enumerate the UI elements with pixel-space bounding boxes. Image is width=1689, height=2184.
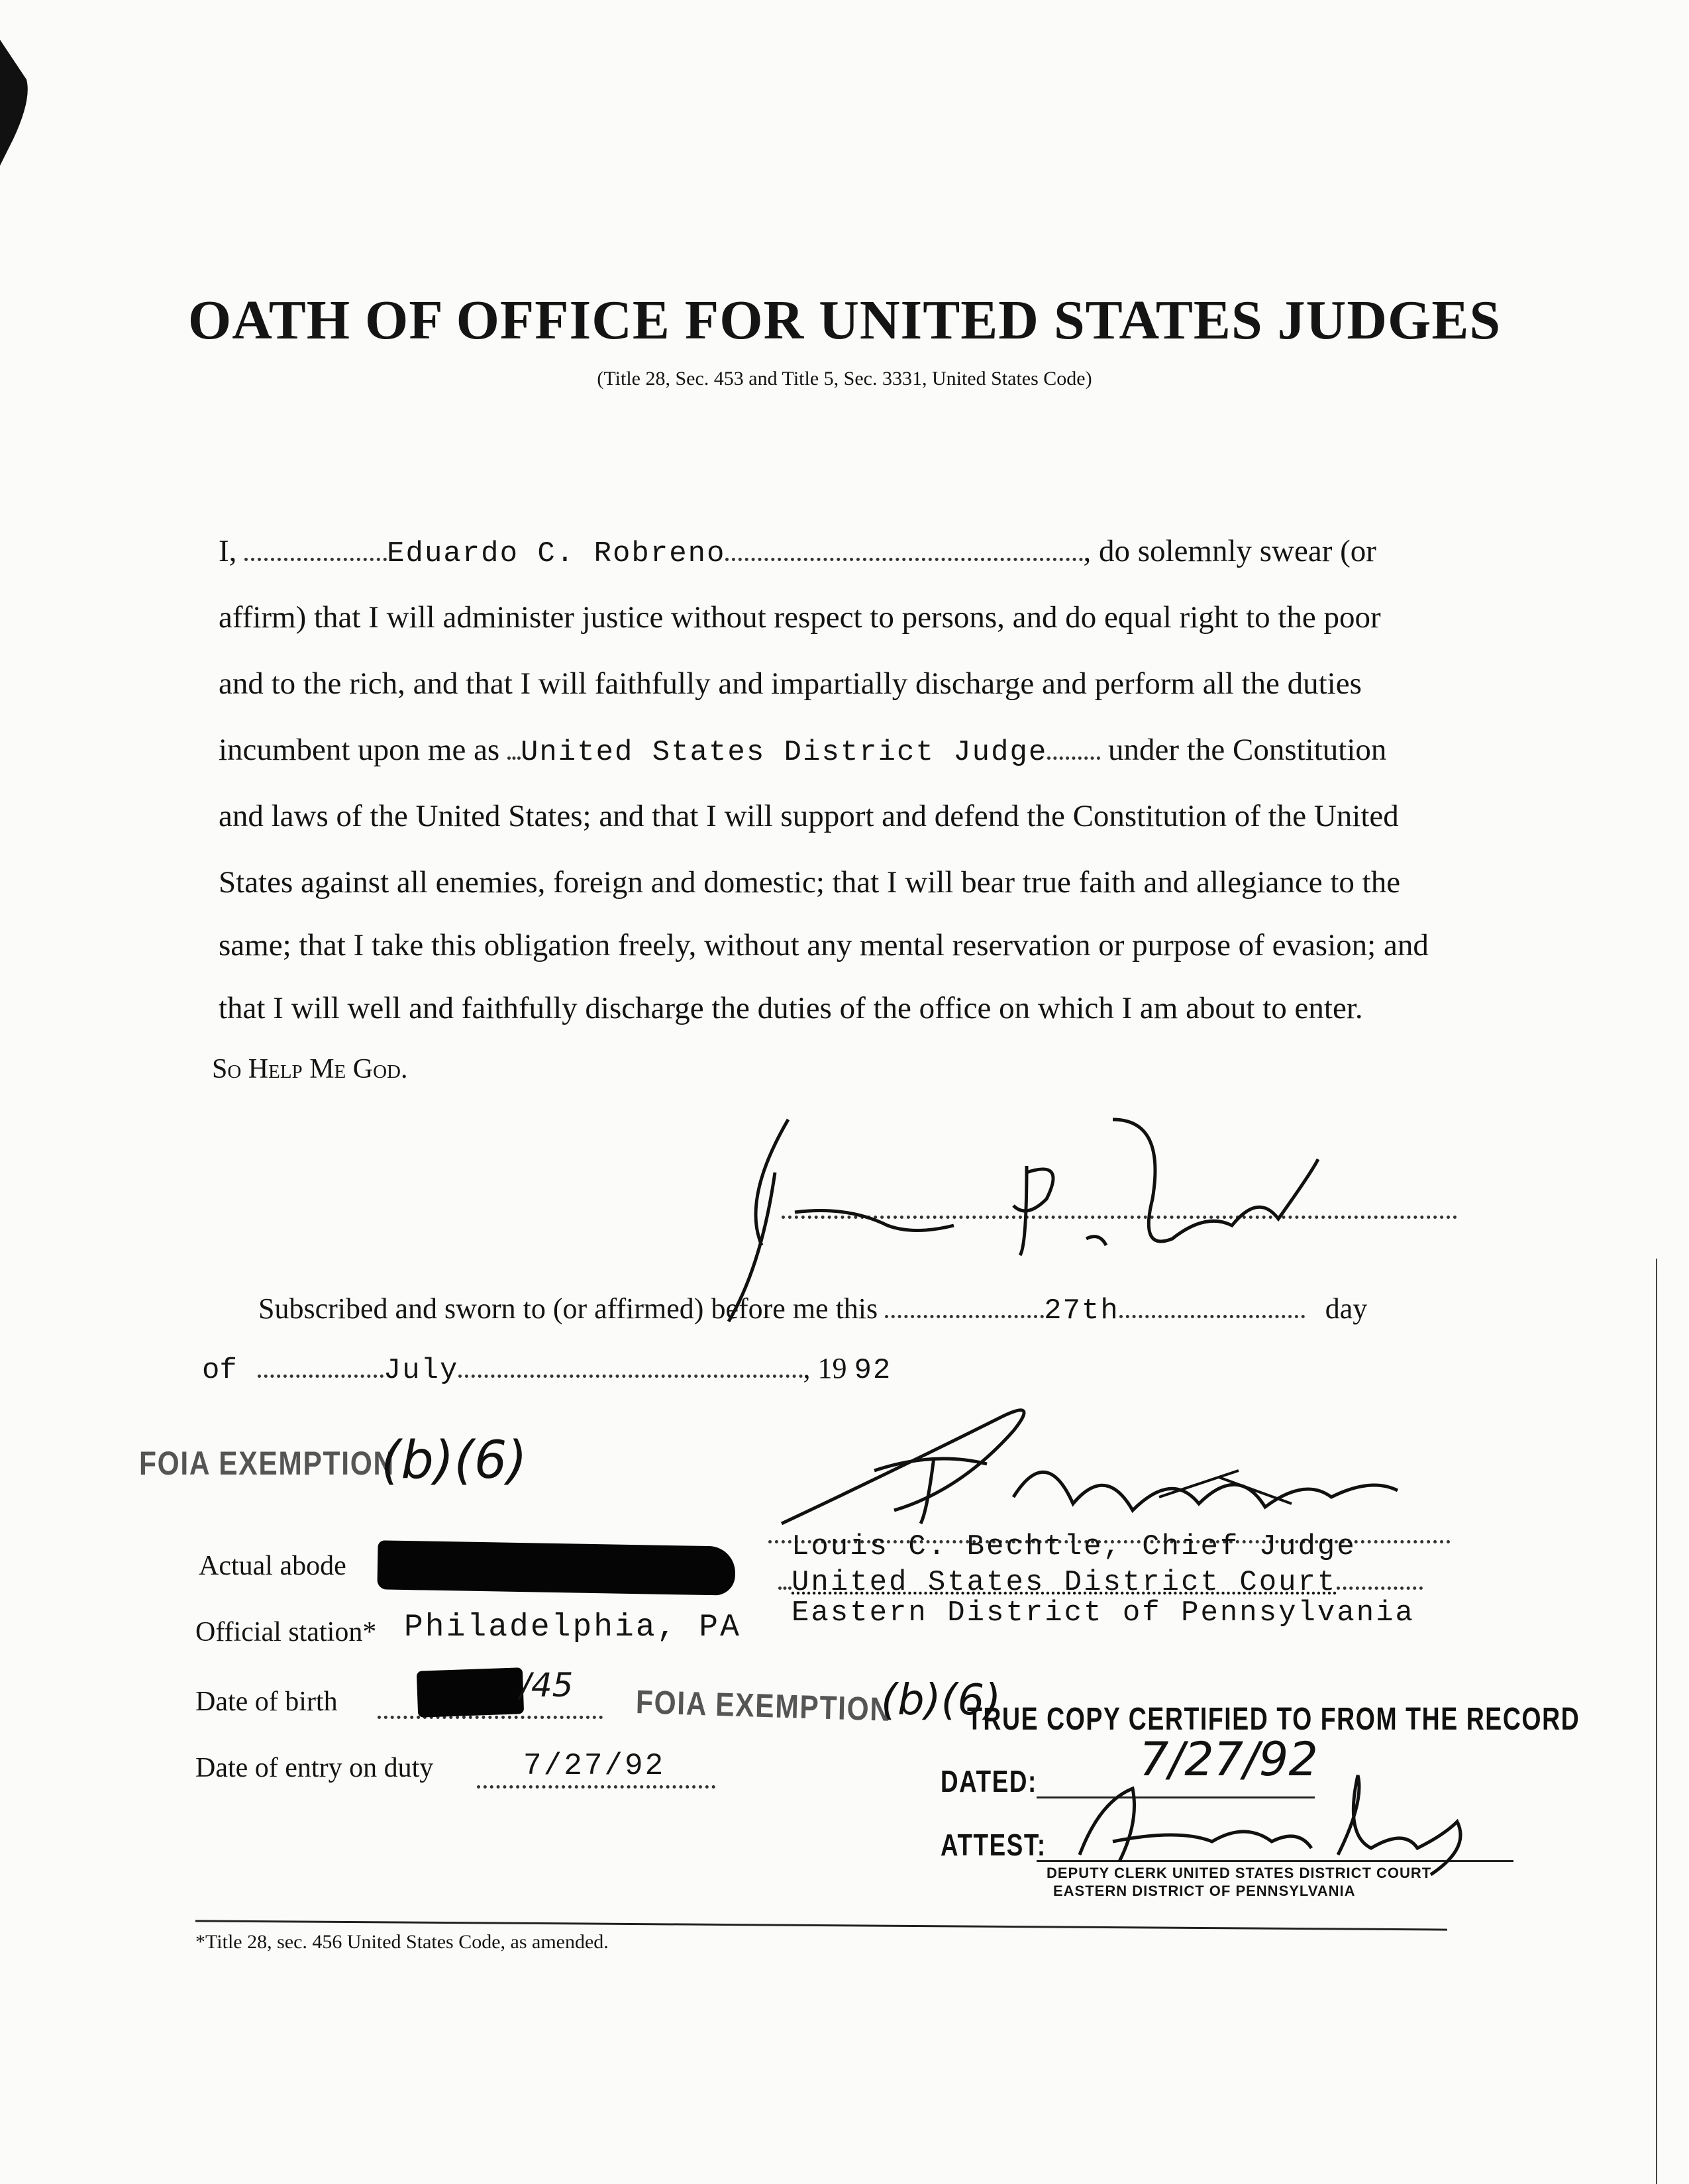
- month-dots-right: [458, 1375, 803, 1378]
- officer-district: Eastern District of Pennsylvania: [792, 1596, 1415, 1630]
- dated-label: DATED:: [941, 1764, 1037, 1798]
- oath-line-8: that I will well and faithfully discharge the duties of the office on which I am about to enter.: [219, 991, 1363, 1025]
- office-dots-left: [507, 756, 521, 760]
- day-dots-right: [1119, 1315, 1305, 1318]
- sworn-day-label: day: [1325, 1292, 1368, 1325]
- foia-stamp-1-label: FOIA EXEMPTION: [139, 1445, 395, 1482]
- clerk-signature: [1060, 1749, 1484, 1881]
- sworn-of: of: [202, 1354, 237, 1387]
- entry-value: 7/27/92: [523, 1749, 666, 1783]
- footnote-rule: [195, 1920, 1447, 1930]
- foia-exemption-stamp-2: [635, 1683, 892, 1729]
- oath-line-3: and to the rich, and that I will faithfully and impartially discharge and perform all the duties: [219, 666, 1362, 701]
- dob-dots: [378, 1716, 603, 1719]
- oath-name: Eduardo C. Robreno: [387, 537, 726, 570]
- footnote: *Title 28, sec. 456 United States Code, as amended.: [195, 1931, 609, 1953]
- oath-line-4: [219, 732, 1386, 769]
- dob-redaction: [417, 1667, 524, 1718]
- oath-line-4-before: incumbent upon me as: [219, 733, 500, 767]
- sworn-month: July: [383, 1354, 459, 1387]
- abode-label: Actual abode: [199, 1551, 346, 1581]
- office-dots-right: [1047, 756, 1100, 760]
- oath-after-name: , do solemnly swear (or: [1083, 534, 1376, 568]
- oath-line-7: same; that I take this obligation freely, without any mental reservation or purpose of evasion; and: [219, 928, 1429, 962]
- officer-court-block: [778, 1563, 1423, 1599]
- clerk-line-1: DEPUTY CLERK UNITED STATES DISTRICT COURT: [1047, 1865, 1432, 1881]
- oath-line-4-after: under the Constitution: [1108, 733, 1387, 767]
- scan-edge-mark: [0, 40, 33, 166]
- sworn-year-prefix: , 19: [803, 1352, 847, 1384]
- dated-value: 7/27/92: [1139, 1732, 1318, 1787]
- entry-label: Date of entry on duty: [195, 1753, 434, 1783]
- clerk-line-2: EASTERN DISTRICT OF PENNSYLVANIA: [1053, 1883, 1356, 1899]
- dob-label: Date of birth: [195, 1687, 338, 1717]
- scan-edge-line: [1656, 1259, 1657, 2184]
- officer-court: United States District Court: [792, 1566, 1337, 1599]
- oath-line-1: [219, 533, 1376, 570]
- oath-name-dots-right: [725, 558, 1083, 561]
- foia-stamp-1-code: (b)(6): [381, 1431, 527, 1490]
- station-label: Official station*: [195, 1617, 377, 1647]
- entry-dots: [477, 1785, 715, 1789]
- sworn-day: 27th: [1044, 1294, 1119, 1327]
- foia-exemption-stamp-1: [139, 1444, 395, 1482]
- sworn-year: 92: [854, 1354, 892, 1387]
- document-subtitle: (Title 28, Sec. 453 and Title 5, Sec. 3331, United States Code): [597, 368, 1092, 390]
- oath-pronoun: I,: [219, 534, 237, 568]
- certified-copy-stamp: TRUE COPY CERTIFIED TO FROM THE RECORD: [967, 1702, 1580, 1737]
- foia-stamp-2-label: FOIA EXEMPTION: [635, 1683, 892, 1728]
- sworn-line-1: [258, 1292, 1367, 1327]
- attest-label: ATTEST:: [941, 1828, 1047, 1862]
- document-title: OATH OF OFFICE FOR UNITED STATES JUDGES: [187, 289, 1502, 351]
- day-dots-left: [885, 1315, 1044, 1318]
- sworn-line-2: [202, 1351, 892, 1387]
- court-dots-right: [1337, 1586, 1423, 1590]
- oath-line-6: States against all enemies, foreign and domestic; that I will bear true faith and allegiance to the: [219, 865, 1401, 900]
- abode-redaction: [377, 1540, 735, 1595]
- oath-closing: So Help Me God.: [212, 1054, 408, 1084]
- oath-line-2: affirm) that I will administer justice without respect to persons, and do equal right to the poor: [219, 600, 1381, 635]
- sworn-before: Subscribed and sworn to (or affirmed) before me this: [258, 1292, 878, 1325]
- oath-name-dots-left: [244, 558, 387, 561]
- foia-stamp-2-code: (b)(6): [881, 1676, 1001, 1725]
- oath-line-5: and laws of the United States; and that I will support and defend the Constitution of the United: [219, 799, 1399, 833]
- oath-office: United States District Judge: [520, 736, 1048, 769]
- court-dots-left: [778, 1586, 792, 1590]
- month-dots-left: [258, 1375, 384, 1378]
- officer-name-title: Louis C. Bechtle, Chief Judge: [792, 1530, 1356, 1563]
- chief-judge-signature: [762, 1391, 1477, 1543]
- dob-value: /45: [520, 1666, 574, 1704]
- station-value: Philadelphia, PA: [404, 1610, 741, 1645]
